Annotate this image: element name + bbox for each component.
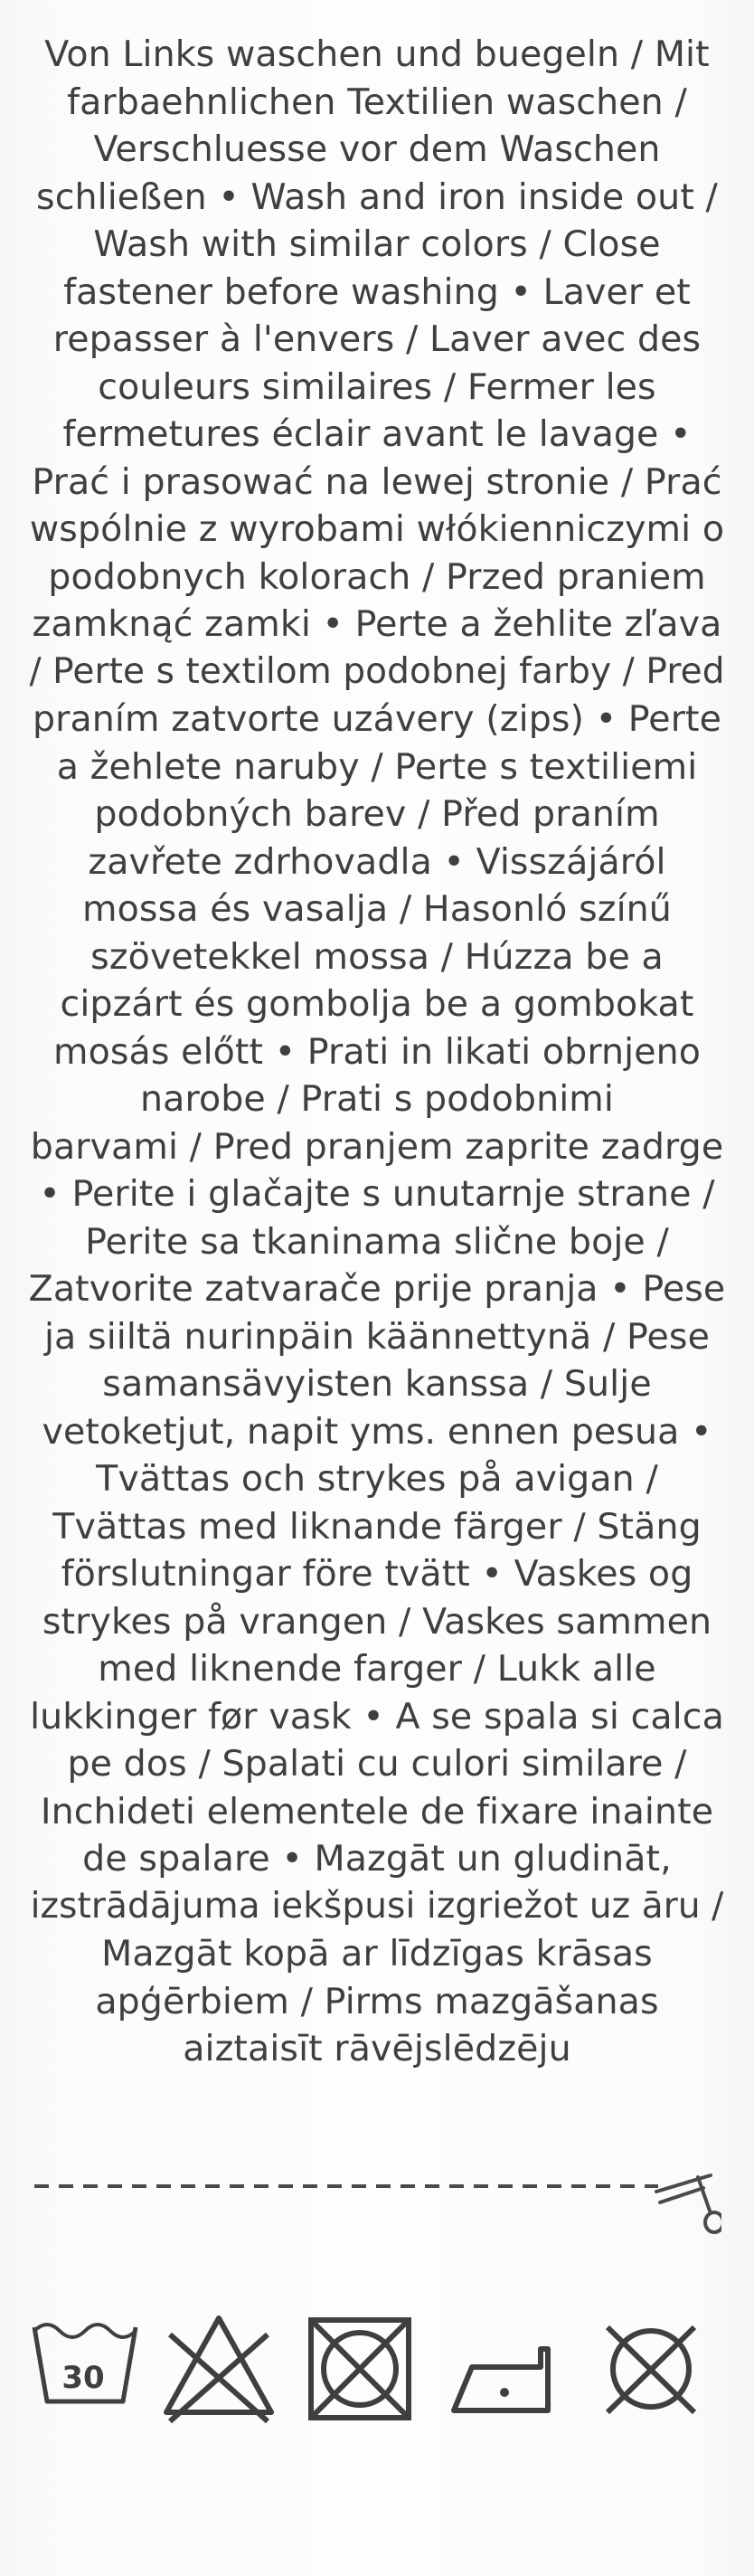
- care-text-line: Wash with similar colors / Close: [93, 223, 661, 265]
- iron-temperature-dot: [500, 2388, 509, 2397]
- care-text-line: farbaehnlichen Textilien waschen /: [67, 80, 687, 123]
- care-instructions-text: [27, 31, 727, 2073]
- care-text-line: narobe / Prati s podobnimi: [140, 1078, 614, 1120]
- care-text-line: Zatvorite zatvarače prije pranja • Pese: [28, 1268, 726, 1310]
- care-text-line: förslutningar före tvätt • Vaskes og: [61, 1553, 693, 1595]
- care-text-line: podobnych kolorach / Przed praniem: [48, 555, 706, 598]
- wash-temperature-label: 30: [61, 2360, 105, 2396]
- care-text-line: barvami / Pred pranjem zaprite zadrge: [30, 1125, 724, 1168]
- care-text-line: praním zatvorte uzávery (zips) • Perte: [32, 698, 722, 740]
- care-text-line: repasser à l'envers / Laver avec des: [52, 318, 702, 360]
- care-text-line: szövetekkel mossa / Húzza be a: [90, 935, 664, 978]
- no-tumble-dry-icon: [302, 2311, 418, 2427]
- care-text-line: • Perite i glačajte s unutarnje strane /: [39, 1173, 715, 1215]
- care-text-line: a žehlete naruby / Perte s textiliemi: [56, 745, 698, 788]
- care-text-line: strykes på vrangen / Vaskes sammen: [42, 1600, 712, 1643]
- care-text-line: fermetures éclair avant le lavage •: [62, 413, 692, 455]
- care-text-line: fastener before washing • Laver et: [63, 270, 691, 313]
- care-text-line: izstrādājuma iekšpusi izgriežot uz āru /: [30, 1885, 724, 1927]
- care-text-line: podobných barev / Před praním: [94, 793, 660, 835]
- care-text-line: ja siiltä nurinpäin käännettynä / Pese: [43, 1315, 710, 1358]
- care-text-line: Mazgāt kopā ar līdzīgas krāsas: [101, 1933, 653, 1975]
- care-text-line: Inchideti elementele de fixare inainte: [40, 1790, 714, 1833]
- care-text-line: pe dos / Spalati cu culori similare /: [67, 1743, 687, 1785]
- care-text-line: Tvättas med liknande färger / Stäng: [52, 1505, 702, 1548]
- care-text-line: apģērbiem / Pirms mazgāšanas: [95, 1980, 659, 2022]
- care-text-line: couleurs similaires / Fermer les: [98, 365, 656, 408]
- care-symbols-row: [27, 2311, 732, 2429]
- cut-line: [34, 2166, 721, 2239]
- care-text-line: zamknąć zamki • Perte a žehlite zľava: [32, 603, 722, 645]
- care-text-line: Tvättas och strykes på avigan /: [96, 1458, 658, 1500]
- care-text-line: mossa és vasalja / Hasonló színű: [82, 888, 672, 930]
- care-text-line: Perite sa tkaninama slične boje /: [85, 1220, 669, 1263]
- care-text-line: wspólnie z wyrobami włókienniczymi o: [29, 508, 725, 550]
- care-text-line: vetoketjut, napit yms. ennen pesua •: [42, 1410, 712, 1453]
- scissors-icon: [656, 2175, 721, 2232]
- washtub-30-icon: [27, 2311, 143, 2427]
- care-text-line: aiztaisīt rāvējslēdzēju: [183, 2028, 571, 2069]
- care-text-line: Verschluesse vor dem Waschen: [93, 128, 661, 170]
- care-text-line: lukkinger før vask • A se spala si calca: [30, 1695, 724, 1738]
- care-text-line: Prać i prasować na lewej stronie / Prać: [32, 460, 722, 503]
- care-text-line: samansävyisten kanssa / Sulje: [102, 1363, 652, 1405]
- care-text-line: cipzárt és gombolja be a gombokat: [60, 983, 694, 1025]
- care-text-line: schließen • Wash and iron inside out /: [36, 175, 718, 218]
- no-bleach-icon: [161, 2311, 277, 2427]
- care-text-line: med liknende farger / Lukk alle: [98, 1648, 656, 1690]
- care-text-line: / Perte s textilom podobnej farby / Pred: [29, 650, 725, 692]
- care-text-line: zavřete zdrhovadla • Visszájáról: [88, 840, 666, 883]
- care-text-line: mosás előtt • Prati in likati obrnjeno: [53, 1030, 701, 1073]
- iron-low-icon: [447, 2311, 562, 2427]
- no-dry-clean-icon: [593, 2311, 709, 2427]
- care-text-line: Von Links waschen und buegeln / Mit: [44, 33, 710, 75]
- care-text-line: de spalare • Mazgāt un gludināt,: [82, 1838, 672, 1880]
